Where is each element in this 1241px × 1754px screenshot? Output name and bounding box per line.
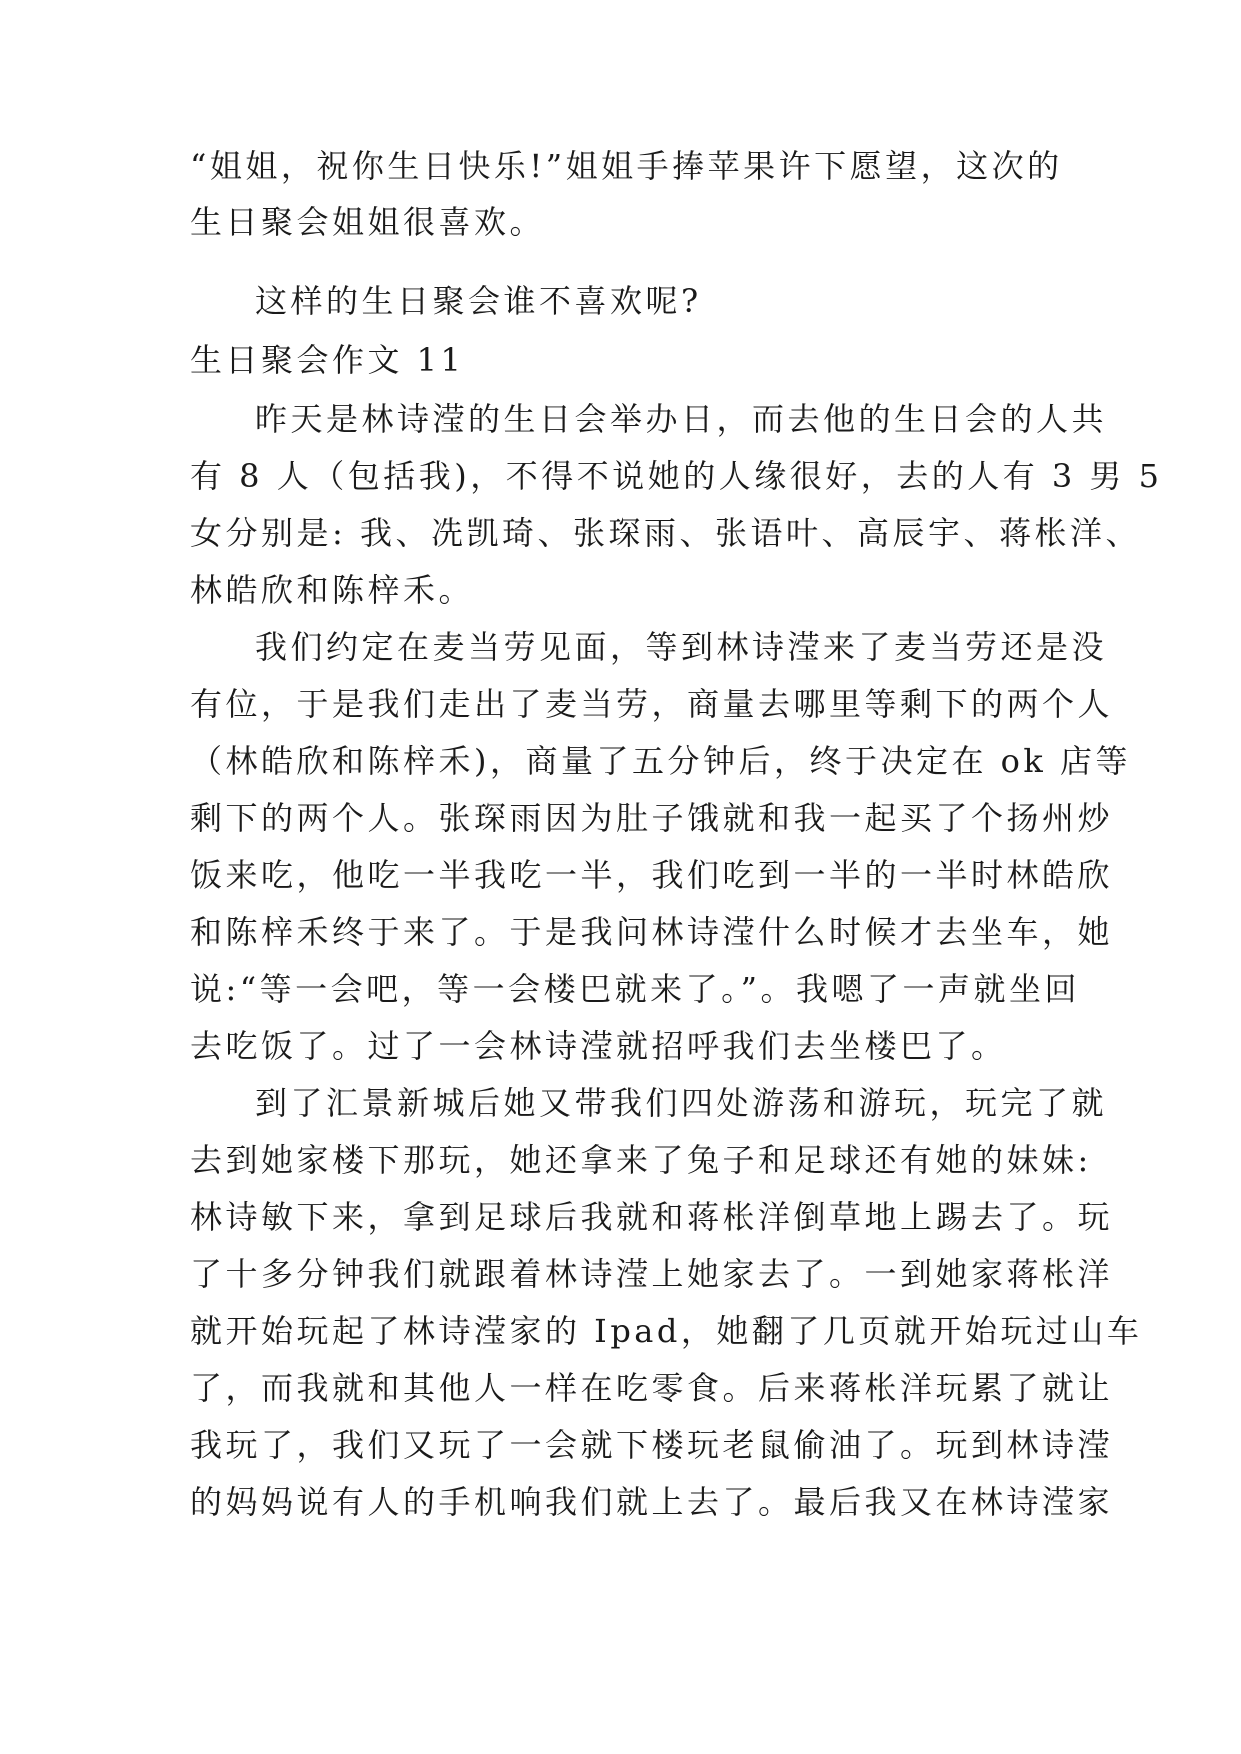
text-line: 女分别是: 我、冼凯琦、张琛雨、张语叶、高辰宇、蒋枨洋、	[190, 514, 1141, 552]
text-line: 就开始玩起了林诗滢家的 Ipad，她翻了几页就开始玩过山车	[190, 1312, 1143, 1350]
text-line: 剩下的两个人。张琛雨因为肚子饿就和我一起买了个扬州炒	[190, 799, 1114, 837]
text-line: 这样的生日聚会谁不喜欢呢?	[255, 282, 702, 320]
text-line: 我们约定在麦当劳见面，等到林诗滢来了麦当劳还是没	[255, 628, 1108, 666]
text-line: 的妈妈说有人的手机响我们就上去了。最后我又在林诗滢家	[190, 1483, 1114, 1521]
text-line: “姐姐，祝你生日快乐!”姐姐手捧苹果许下愿望，这次的	[190, 147, 1063, 185]
text-line: 去吃饭了。过了一会林诗滢就招呼我们去坐楼巴了。	[190, 1027, 1007, 1065]
text-line: 和陈梓禾终于来了。于是我问林诗滢什么时候才去坐车，她	[190, 913, 1114, 951]
text-line: 昨天是林诗滢的生日会举办日，而去他的生日会的人共	[255, 400, 1108, 438]
text-line: 了十多分钟我们就跟着林诗滢上她家去了。一到她家蒋枨洋	[190, 1255, 1114, 1293]
text-line: 我玩了，我们又玩了一会就下楼玩老鼠偷油了。玩到林诗滢	[190, 1426, 1114, 1464]
text-line: 到了汇景新城后她又带我们四处游荡和游玩，玩完了就	[255, 1084, 1108, 1122]
text-line: 有位，于是我们走出了麦当劳，商量去哪里等剩下的两个人	[190, 685, 1114, 723]
text-line: 说:“等一会吧，等一会楼巴就来了。”。我嗯了一声就坐回	[190, 970, 1081, 1008]
text-line: 去到她家楼下那玩，她还拿来了兔子和足球还有她的妹妹:	[190, 1141, 1092, 1179]
section-heading: 生日聚会作文 11	[190, 341, 465, 379]
text-line: 有 8 人（包括我)，不得不说她的人缘很好，去的人有 3 男 5	[190, 457, 1163, 495]
text-line: 林诗敏下来，拿到足球后我就和蒋枨洋倒草地上踢去了。玩	[190, 1198, 1114, 1236]
text-line: （林皓欣和陈梓禾)，商量了五分钟后，终于决定在 ok 店等	[190, 742, 1131, 780]
text-line: 饭来吃，他吃一半我吃一半，我们吃到一半的一半时林皓欣	[190, 856, 1114, 894]
text-line: 林皓欣和陈梓禾。	[190, 571, 475, 609]
text-line: 了，而我就和其他人一样在吃零食。后来蒋枨洋玩累了就让	[190, 1369, 1114, 1407]
text-line: 生日聚会姐姐很喜欢。	[190, 203, 546, 241]
